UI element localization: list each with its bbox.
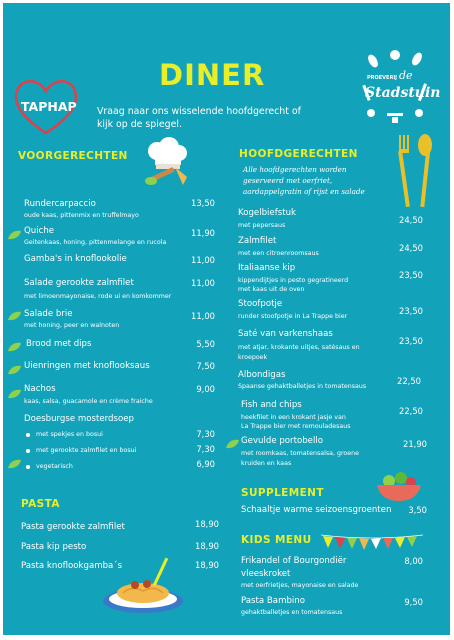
- hoofd-item-5-price: 23,50: [399, 336, 423, 346]
- voor-item-8-desc: kaas, salsa, guacamole en crème fraiche: [24, 398, 153, 405]
- hoofd-note-1: Alle hoofdgerechten worden: [243, 165, 347, 174]
- supplement-heading: SUPPLEMENT: [241, 487, 324, 499]
- pasta-heading: PASTA: [21, 498, 60, 510]
- vegetarian-leaf-icon: [225, 439, 240, 449]
- hoofd-item-1-name: Kogelbiefstuk: [238, 208, 297, 218]
- hoofd-item-2-price: 24,50: [399, 243, 423, 253]
- kids-item-2-price: 9,50: [404, 597, 423, 607]
- logo-stadstuin: Stadstuin: [365, 85, 441, 101]
- hoofd-item-8-name: Gevulde portobello: [241, 436, 323, 446]
- taphap-text-1: Vraag naar ons wisselende hoofdgerecht of: [97, 106, 301, 117]
- hoofd-item-4-name: Stoofpotje: [238, 299, 283, 309]
- supplement-price: 3,50: [408, 505, 427, 515]
- hoofd-item-4-desc1: runder stoofpotje in La Trappe bier: [238, 313, 348, 320]
- hoofd-item-7-desc1: heekfilet in een krokant jasje van: [241, 414, 346, 421]
- hoofd-item-5-desc2: kroepoek: [238, 354, 268, 361]
- hoofd-item-6-desc1: Spaanse gehaktballetjes in tomatensaus: [238, 383, 367, 390]
- hoofd-note-2: geserveerd met oerfriet,: [243, 176, 333, 185]
- hoofd-item-8-desc2: kruiden en kaas: [241, 460, 292, 467]
- hoofd-item-8-price: 21,90: [403, 439, 427, 449]
- voor-item-7-price: 7,50: [196, 361, 215, 371]
- vegetarian-leaf-icon: [7, 230, 22, 240]
- soup-option-bullet: [26, 465, 30, 469]
- hoofd-item-4-price: 23,50: [399, 306, 423, 316]
- hoofd-item-8-desc1: met roomkaas, tomatensalsa, groene: [241, 450, 360, 457]
- kids-item-1-desc: met oerfrietjes, mayonaise en salade: [241, 582, 359, 589]
- hoofd-item-1-price: 24,50: [399, 215, 423, 225]
- kids-heading: KIDS MENU: [241, 534, 312, 546]
- pasta-item-1-name: Pasta gerookte zalmfilet: [21, 522, 125, 532]
- voor-item-2-name: Quiche: [24, 226, 55, 236]
- voor-item-6-price: 5,50: [196, 339, 215, 349]
- soup-option-2-name: met gerookte zalmfilet en bosui: [36, 447, 137, 454]
- hoofd-item-2-desc1: met een citroenroomsaus: [238, 250, 319, 257]
- pasta-item-1-price: 18,90: [195, 519, 219, 529]
- hoofd-item-3-price: 23,50: [399, 270, 423, 280]
- hoofd-item-7-desc2: La Trappe bier met remouladesaus: [241, 423, 351, 430]
- hoofd-note-3: aardappelgratin of rijst en salade: [243, 187, 365, 196]
- hoofd-item-5-name: Saté van varkenshaas: [238, 329, 333, 339]
- voor-item-9-name: Doesburgse mosterdsoep: [24, 414, 134, 424]
- pasta-plate-icon: [101, 555, 187, 617]
- taphap-text-2: kijk op de spiegel.: [97, 119, 182, 130]
- voor-item-1-name: Rundercarpaccio: [24, 199, 96, 209]
- chef-hat-icon: [139, 137, 193, 189]
- voor-item-3-price: 11,00: [191, 255, 215, 265]
- hoofd-item-3-desc1: kippendijtjes in pesto gegratineerd: [238, 277, 349, 284]
- soup-option-bullet: [26, 433, 30, 437]
- kids-item-1-name1: Frikandel of Bourgondiër: [241, 556, 347, 566]
- soup-option-bullet: [26, 449, 30, 453]
- vegetarian-leaf-icon: [7, 389, 22, 399]
- pasta-item-3-price: 18,90: [195, 560, 219, 570]
- soup-option-2-price: 7,30: [196, 444, 215, 454]
- pasta-item-2-name: Pasta kip pesto: [21, 542, 87, 552]
- hoofd-item-6-name: Albondigas: [238, 370, 286, 380]
- hoofd-item-2-name: Zalmfilet: [238, 236, 277, 246]
- voor-item-4-name: Salade gerookte zalmfilet: [24, 278, 134, 288]
- voor-item-4-price: 11,00: [191, 278, 215, 288]
- hoofd-item-7-name: Fish and chips: [241, 400, 302, 410]
- voorgerechten-heading: VOORGERECHTEN: [18, 150, 128, 162]
- vegetarian-leaf-icon: [7, 365, 22, 375]
- page-title: DINER: [159, 58, 266, 92]
- hoofd-item-3-desc2: met kaas uit de oven: [238, 286, 305, 293]
- soup-option-1-name: met spekjes en bosui: [36, 431, 103, 438]
- voor-item-8-price: 9,00: [196, 384, 215, 394]
- logo-proeverij: PROEVERIJ: [367, 75, 398, 81]
- stadstuin-logo: [359, 47, 441, 125]
- voor-item-6-name: Brood met dips: [26, 339, 92, 349]
- cutlery-icon: [393, 131, 437, 211]
- salad-bowl-icon: [373, 469, 425, 503]
- kids-item-2-name: Pasta Bambino: [241, 596, 305, 606]
- voor-item-2-price: 11,90: [191, 228, 215, 238]
- taphap-label: TAPHAP: [21, 99, 77, 114]
- hoofd-item-7-price: 22,50: [399, 406, 423, 416]
- vegetarian-leaf-icon: [7, 459, 22, 469]
- hoofd-item-3-name: Italiaanse kip: [238, 263, 296, 273]
- soup-option-1-price: 7,30: [196, 429, 215, 439]
- vegetarian-leaf-icon: [7, 342, 22, 352]
- pasta-item-3-name: Pasta knoflookgamba´s: [21, 561, 123, 571]
- voor-item-8-name: Nachos: [24, 384, 56, 394]
- voor-item-5-name: Salade brie: [24, 309, 73, 319]
- voor-item-7-name: Uienringen met knoflooksaus: [24, 361, 150, 371]
- bunting-icon: [321, 533, 423, 551]
- vegetarian-leaf-icon: [7, 311, 22, 321]
- hoofd-item-5-desc1: met atjar, krokante uitjes, satésaus en: [238, 344, 360, 351]
- voor-item-1-price: 13,50: [191, 198, 215, 208]
- kids-item-1-name2: vleeskroket: [241, 569, 291, 579]
- hoofd-item-1-desc1: met pepersaus: [238, 222, 286, 229]
- voor-item-1-desc: oude kaas, pittenmix en truffelmayo: [24, 212, 139, 219]
- kids-item-1-price: 8,00: [404, 556, 423, 566]
- logo-de: de: [399, 69, 413, 82]
- hoofd-item-6-price: 22,50: [397, 376, 421, 386]
- voor-item-5-price: 11,00: [191, 311, 215, 321]
- soup-option-3-name: vegetarisch: [36, 463, 73, 470]
- hoofdgerechten-heading: HOOFDGERECHTEN: [239, 148, 358, 160]
- voor-item-2-desc: Geitenkaas, honing, pittenmelange en rucola: [24, 239, 167, 246]
- soup-option-3-price: 6,90: [196, 459, 215, 469]
- voor-item-4-desc: met limoenmayonaise, rode ui en komkommer: [24, 293, 172, 300]
- pasta-item-2-price: 18,90: [195, 541, 219, 551]
- menu-sheet: [3, 3, 450, 635]
- kids-item-2-desc: gehaktballetjes en tomatensaus: [241, 609, 343, 616]
- voor-item-3-name: Gamba's in knoflookolie: [24, 254, 127, 264]
- voor-item-5-desc: met honing, peer en walnoten: [24, 322, 120, 329]
- supplement-name: Schaaltje warme seizoensgroenten: [241, 505, 392, 515]
